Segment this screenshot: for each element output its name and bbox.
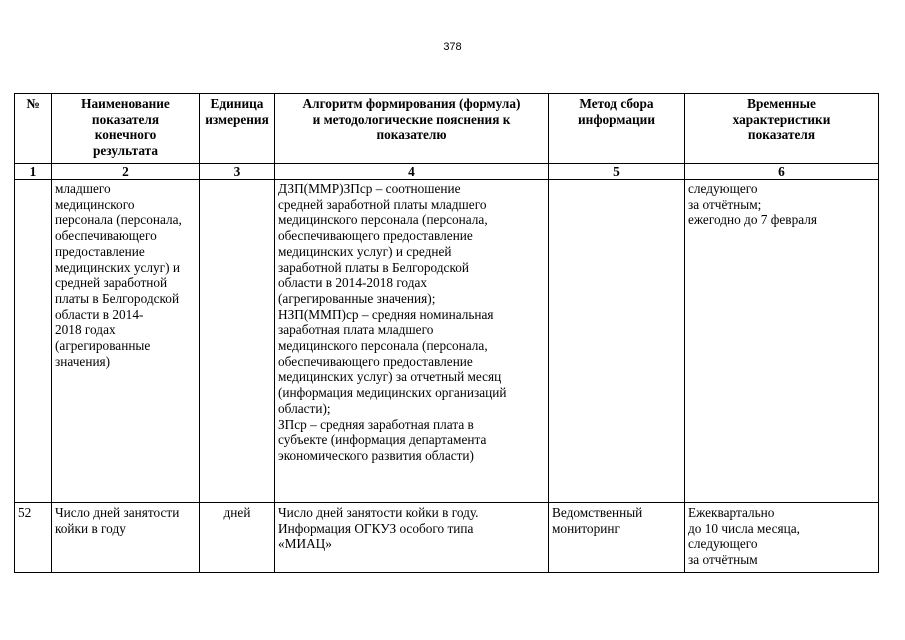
text-line: НЗП(ММП)ср – средняя номинальная: [278, 306, 494, 322]
text-line: Число дней занятости: [55, 505, 180, 520]
text-line: Ведомственный: [552, 505, 643, 520]
header-unit: [200, 94, 275, 164]
text-line: области в 2014-: [55, 306, 144, 322]
table-row: [15, 503, 879, 573]
text-line: информации: [578, 111, 655, 127]
text-line: Ежеквартально: [688, 505, 775, 520]
text-line: за отчётным: [688, 552, 758, 568]
table-header-row: [15, 94, 879, 164]
text-line: результата: [92, 143, 158, 159]
collection-method: [549, 503, 685, 573]
text-line: Наименование: [81, 96, 170, 111]
header-algorithm: [275, 94, 549, 164]
column-numbers-row: [15, 164, 879, 180]
text-line: области в 2014-2018 годах: [278, 275, 428, 291]
table-row: [15, 180, 879, 503]
column-number: 1: [15, 164, 52, 180]
header-number: [15, 94, 52, 164]
algorithm: [275, 180, 549, 503]
text-line: средней заработной платы младшего: [278, 196, 487, 212]
text-line: ежегодно до 7 февраля: [688, 212, 817, 228]
row-number: [15, 180, 52, 503]
indicator-table: [14, 93, 879, 573]
text-line: показателя: [91, 111, 160, 127]
header-time-characteristics: [685, 94, 879, 164]
text-line: показателю: [376, 127, 447, 143]
text-line: Число дней занятости койки в году.: [278, 505, 479, 520]
text-line: 2018 годах: [55, 322, 116, 338]
text-line: средней заработной: [55, 275, 168, 291]
text-line: и методологические пояснения к: [312, 111, 511, 127]
text-line: платы в Белгородской: [55, 290, 180, 306]
text-line: (информация медицинских организаций: [278, 385, 507, 401]
text-line: обеспечивающего: [55, 228, 157, 244]
text-line: Информация ОГКУЗ особого типа: [278, 520, 474, 536]
algorithm: [275, 503, 549, 573]
text-line: следующего: [688, 181, 758, 196]
column-number: 6: [685, 164, 879, 180]
text-line: младшего: [55, 181, 111, 196]
row-number: 52: [15, 503, 52, 573]
text-line: медицинского персонала (персонала,: [278, 212, 488, 228]
indicator-name: [52, 503, 200, 573]
text-line: обеспечивающего предоставление: [278, 353, 473, 369]
text-line: показателя: [747, 127, 816, 143]
text-line: за отчётным;: [688, 196, 762, 212]
text-line: койки в году: [55, 520, 126, 536]
text-line: заработной платы в Белгородской: [278, 259, 470, 275]
text-line: экономического развития области): [278, 447, 474, 463]
text-line: ДЗП(ММР)ЗПср – соотношение: [278, 181, 461, 196]
text-line: Временные: [747, 96, 816, 111]
unit: [200, 180, 275, 503]
header-collection-method: [549, 94, 685, 164]
text-line: (агрегированные значения);: [278, 290, 436, 306]
text-line: медицинского персонала (персонала,: [278, 338, 488, 354]
text-line: медицинских услуг) за отчетный месяц: [278, 369, 502, 385]
text-line: значения): [55, 353, 111, 369]
text-line: области);: [278, 400, 331, 416]
collection-method: [549, 180, 685, 503]
text-line: (агрегированные: [55, 338, 151, 354]
column-number: 4: [275, 164, 549, 180]
text-line: медицинских услуг) и средней: [278, 243, 452, 259]
text-line: конечного: [94, 127, 157, 143]
text-line: следующего: [688, 536, 758, 552]
text-line: персонала (персонала,: [55, 212, 182, 228]
text-line: Метод сбора: [579, 96, 654, 111]
text-line: измерения: [205, 111, 269, 127]
time-characteristics: [685, 503, 879, 573]
header-indicator-name: [52, 94, 200, 164]
text-line: «МИАЦ»: [278, 536, 332, 552]
text-line: обеспечивающего предоставление: [278, 228, 473, 244]
time-characteristics: [685, 180, 879, 503]
text-line: мониторинг: [552, 520, 620, 536]
text-line: №: [26, 96, 40, 111]
text-line: субъекте (информация департамента: [278, 432, 487, 448]
column-number: 3: [200, 164, 275, 180]
indicator-name: [52, 180, 200, 503]
text-line: до 10 числа месяца,: [688, 520, 800, 536]
text-line: медицинских услуг) и: [55, 259, 180, 275]
unit: дней: [200, 503, 275, 573]
column-number: 5: [549, 164, 685, 180]
text-line: медицинского: [55, 196, 135, 212]
page-number: 378: [443, 41, 462, 53]
text-line: заработная плата младшего: [278, 322, 434, 338]
text-line: Единица: [210, 96, 264, 111]
text-line: предоставление: [55, 243, 145, 259]
column-number: 2: [52, 164, 200, 180]
text-line: Алгоритм формирования (формула): [302, 96, 521, 111]
text-line: ЗПср – средняя заработная плата в: [278, 416, 474, 432]
text-line: характеристики: [732, 111, 831, 127]
